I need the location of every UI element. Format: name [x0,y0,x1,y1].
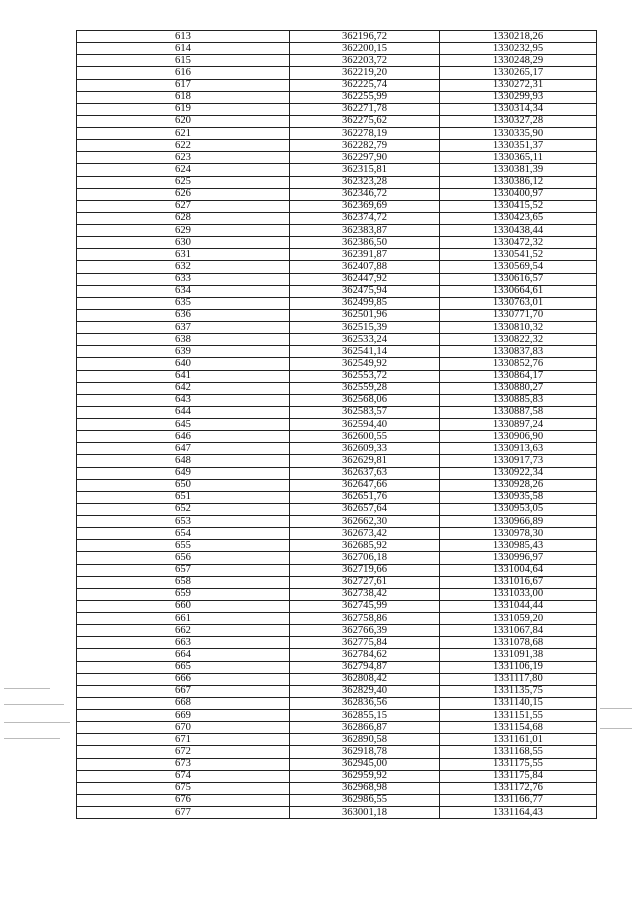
point-number-cell: 641 [77,370,290,382]
y-coordinate-cell: 1330966,89 [440,516,597,528]
x-coordinate-cell: 362794,87 [290,661,440,673]
x-coordinate-cell: 362758,86 [290,613,440,625]
x-coordinate-cell: 362829,40 [290,685,440,697]
x-coordinate-cell: 362391,87 [290,249,440,261]
y-coordinate-cell: 1330922,34 [440,467,597,479]
point-number-cell: 643 [77,394,290,406]
point-number-cell: 629 [77,225,290,237]
point-number-cell: 665 [77,661,290,673]
x-coordinate-cell: 362745,99 [290,600,440,612]
point-number-cell: 650 [77,479,290,491]
point-number-cell: 657 [77,564,290,576]
x-coordinate-cell: 362323,28 [290,176,440,188]
table-row [77,685,597,697]
x-coordinate-cell: 362855,15 [290,710,440,722]
y-coordinate-cell: 1330885,83 [440,394,597,406]
table-row [77,649,597,661]
point-number-cell: 676 [77,794,290,806]
y-coordinate-cell: 1330935,58 [440,491,597,503]
table-row [77,322,597,334]
x-coordinate-cell: 362719,66 [290,564,440,576]
table-row [77,600,597,612]
point-number-cell: 677 [77,807,290,819]
point-number-cell: 662 [77,625,290,637]
point-number-cell: 633 [77,273,290,285]
x-coordinate-cell: 362629,81 [290,455,440,467]
x-coordinate-cell: 362609,33 [290,443,440,455]
y-coordinate-cell: 1331135,75 [440,685,597,697]
table-row [77,588,597,600]
x-coordinate-cell: 362583,57 [290,406,440,418]
point-number-cell: 651 [77,491,290,503]
y-coordinate-cell: 1330299,93 [440,91,597,103]
x-coordinate-cell: 362541,14 [290,346,440,358]
y-coordinate-cell: 1331140,15 [440,697,597,709]
table-row [77,115,597,127]
point-number-cell: 655 [77,540,290,552]
point-number-cell: 635 [77,297,290,309]
x-coordinate-cell: 362383,87 [290,225,440,237]
table-row [77,443,597,455]
table-row [77,431,597,443]
point-number-cell: 647 [77,443,290,455]
scan-artifact-left [4,688,50,689]
y-coordinate-cell: 1330351,37 [440,140,597,152]
y-coordinate-cell: 1330314,34 [440,103,597,115]
table-row [77,552,597,564]
x-coordinate-cell: 362918,78 [290,746,440,758]
table-row [77,67,597,79]
coordinates-table [76,30,597,819]
x-coordinate-cell: 362808,42 [290,673,440,685]
point-number-cell: 613 [77,31,290,43]
y-coordinate-cell: 1330327,28 [440,115,597,127]
y-coordinate-cell: 1331164,43 [440,807,597,819]
y-coordinate-cell: 1331044,44 [440,600,597,612]
y-coordinate-cell: 1331175,55 [440,758,597,770]
table-row [77,309,597,321]
y-coordinate-cell: 1330265,17 [440,67,597,79]
table-row [77,285,597,297]
point-number-cell: 614 [77,43,290,55]
y-coordinate-cell: 1331106,19 [440,661,597,673]
y-coordinate-cell: 1330400,97 [440,188,597,200]
point-number-cell: 631 [77,249,290,261]
y-coordinate-cell: 1331161,01 [440,734,597,746]
y-coordinate-cell: 1331117,80 [440,673,597,685]
table-row [77,540,597,552]
x-coordinate-cell: 362637,63 [290,467,440,479]
x-coordinate-cell: 362647,66 [290,479,440,491]
point-number-cell: 670 [77,722,290,734]
table-row [77,31,597,43]
x-coordinate-cell: 362600,55 [290,431,440,443]
y-coordinate-cell: 1330272,31 [440,79,597,91]
point-number-cell: 659 [77,588,290,600]
point-number-cell: 661 [77,613,290,625]
y-coordinate-cell: 1330985,43 [440,540,597,552]
table-row [77,91,597,103]
table-row [77,673,597,685]
table-row [77,516,597,528]
y-coordinate-cell: 1331175,84 [440,770,597,782]
x-coordinate-cell: 362568,06 [290,394,440,406]
x-coordinate-cell: 362271,78 [290,103,440,115]
y-coordinate-cell: 1330381,39 [440,164,597,176]
y-coordinate-cell: 1331033,00 [440,588,597,600]
table-row [77,637,597,649]
point-number-cell: 658 [77,576,290,588]
y-coordinate-cell: 1330386,12 [440,176,597,188]
x-coordinate-cell: 362297,90 [290,152,440,164]
point-number-cell: 632 [77,261,290,273]
table-row [77,225,597,237]
x-coordinate-cell: 362673,42 [290,528,440,540]
y-coordinate-cell: 1330438,44 [440,225,597,237]
point-number-cell: 638 [77,334,290,346]
point-number-cell: 627 [77,200,290,212]
x-coordinate-cell: 362447,92 [290,273,440,285]
x-coordinate-cell: 362499,85 [290,297,440,309]
table-row [77,79,597,91]
x-coordinate-cell: 362501,96 [290,309,440,321]
x-coordinate-cell: 363001,18 [290,807,440,819]
table-row [77,576,597,588]
x-coordinate-cell: 362766,39 [290,625,440,637]
x-coordinate-cell: 362959,92 [290,770,440,782]
point-number-cell: 620 [77,115,290,127]
x-coordinate-cell: 362533,24 [290,334,440,346]
y-coordinate-cell: 1330763,01 [440,297,597,309]
point-number-cell: 668 [77,697,290,709]
point-number-cell: 616 [77,67,290,79]
table-row [77,346,597,358]
y-coordinate-cell: 1330771,70 [440,309,597,321]
table-row [77,273,597,285]
point-number-cell: 644 [77,406,290,418]
point-number-cell: 619 [77,103,290,115]
x-coordinate-cell: 362651,76 [290,491,440,503]
scan-artifact-left [4,704,64,705]
table-row [77,394,597,406]
y-coordinate-cell: 1330569,54 [440,261,597,273]
table-row [77,528,597,540]
y-coordinate-cell: 1331067,84 [440,625,597,637]
point-number-cell: 617 [77,79,290,91]
y-coordinate-cell: 1330472,32 [440,237,597,249]
y-coordinate-cell: 1330423,65 [440,212,597,224]
y-coordinate-cell: 1330218,26 [440,31,597,43]
x-coordinate-cell: 362278,19 [290,128,440,140]
scan-artifact-right [600,728,632,729]
point-number-cell: 674 [77,770,290,782]
y-coordinate-cell: 1330906,90 [440,431,597,443]
y-coordinate-cell: 1331168,55 [440,746,597,758]
point-number-cell: 637 [77,322,290,334]
x-coordinate-cell: 362866,87 [290,722,440,734]
x-coordinate-cell: 362315,81 [290,164,440,176]
table-row [77,200,597,212]
point-number-cell: 671 [77,734,290,746]
y-coordinate-cell: 1330978,30 [440,528,597,540]
y-coordinate-cell: 1331091,38 [440,649,597,661]
point-number-cell: 623 [77,152,290,164]
point-number-cell: 634 [77,285,290,297]
table-row [77,164,597,176]
y-coordinate-cell: 1331151,55 [440,710,597,722]
y-coordinate-cell: 1331078,68 [440,637,597,649]
point-number-cell: 660 [77,600,290,612]
table-row [77,140,597,152]
table-row [77,491,597,503]
x-coordinate-cell: 362369,69 [290,200,440,212]
x-coordinate-cell: 362475,94 [290,285,440,297]
table-row [77,734,597,746]
y-coordinate-cell: 1330335,90 [440,128,597,140]
table-row [77,261,597,273]
point-number-cell: 654 [77,528,290,540]
point-number-cell: 622 [77,140,290,152]
x-coordinate-cell: 362657,64 [290,503,440,515]
x-coordinate-cell: 362255,99 [290,91,440,103]
y-coordinate-cell: 1330887,58 [440,406,597,418]
point-number-cell: 669 [77,710,290,722]
point-number-cell: 636 [77,309,290,321]
y-coordinate-cell: 1330864,17 [440,370,597,382]
x-coordinate-cell: 362662,30 [290,516,440,528]
y-coordinate-cell: 1331154,68 [440,722,597,734]
point-number-cell: 648 [77,455,290,467]
table-row [77,334,597,346]
y-coordinate-cell: 1330810,32 [440,322,597,334]
point-number-cell: 626 [77,188,290,200]
point-number-cell: 639 [77,346,290,358]
point-number-cell: 664 [77,649,290,661]
y-coordinate-cell: 1330822,32 [440,334,597,346]
table-row [77,625,597,637]
point-number-cell: 640 [77,358,290,370]
point-number-cell: 624 [77,164,290,176]
y-coordinate-cell: 1330664,61 [440,285,597,297]
x-coordinate-cell: 362386,50 [290,237,440,249]
x-coordinate-cell: 362706,18 [290,552,440,564]
table-row [77,55,597,67]
point-number-cell: 656 [77,552,290,564]
x-coordinate-cell: 362225,74 [290,79,440,91]
x-coordinate-cell: 362727,61 [290,576,440,588]
scan-artifact-left [4,738,60,739]
point-number-cell: 615 [77,55,290,67]
point-number-cell: 649 [77,467,290,479]
table-row [77,297,597,309]
x-coordinate-cell: 362968,98 [290,782,440,794]
table-row [77,564,597,576]
x-coordinate-cell: 362203,72 [290,55,440,67]
x-coordinate-cell: 362196,72 [290,31,440,43]
x-coordinate-cell: 362549,92 [290,358,440,370]
table-row [77,249,597,261]
point-number-cell: 621 [77,128,290,140]
table-row [77,237,597,249]
y-coordinate-cell: 1330928,26 [440,479,597,491]
point-number-cell: 630 [77,237,290,249]
coordinates-table-body [77,31,597,819]
x-coordinate-cell: 362374,72 [290,212,440,224]
y-coordinate-cell: 1331059,20 [440,613,597,625]
y-coordinate-cell: 1331016,67 [440,576,597,588]
y-coordinate-cell: 1330852,76 [440,358,597,370]
x-coordinate-cell: 362986,55 [290,794,440,806]
point-number-cell: 652 [77,503,290,515]
table-row [77,188,597,200]
scan-artifact-right [600,708,632,709]
point-number-cell: 625 [77,176,290,188]
y-coordinate-cell: 1330913,63 [440,443,597,455]
y-coordinate-cell: 1331004,64 [440,564,597,576]
point-number-cell: 618 [77,91,290,103]
scan-artifact-left [4,722,70,723]
table-row [77,382,597,394]
x-coordinate-cell: 362200,15 [290,43,440,55]
table-row [77,794,597,806]
y-coordinate-cell: 1330541,52 [440,249,597,261]
point-number-cell: 675 [77,782,290,794]
table-row [77,722,597,734]
y-coordinate-cell: 1330996,97 [440,552,597,564]
y-coordinate-cell: 1330415,52 [440,200,597,212]
table-row [77,782,597,794]
table-row [77,43,597,55]
point-number-cell: 673 [77,758,290,770]
point-number-cell: 653 [77,516,290,528]
y-coordinate-cell: 1331166,77 [440,794,597,806]
table-row [77,103,597,115]
table-row [77,212,597,224]
point-number-cell: 642 [77,382,290,394]
y-coordinate-cell: 1330953,05 [440,503,597,515]
table-row [77,370,597,382]
point-number-cell: 666 [77,673,290,685]
y-coordinate-cell: 1331172,76 [440,782,597,794]
x-coordinate-cell: 362784,62 [290,649,440,661]
table-row [77,770,597,782]
point-number-cell: 628 [77,212,290,224]
x-coordinate-cell: 362594,40 [290,419,440,431]
x-coordinate-cell: 362685,92 [290,540,440,552]
y-coordinate-cell: 1330232,95 [440,43,597,55]
x-coordinate-cell: 362553,72 [290,370,440,382]
table-row [77,746,597,758]
table-row [77,503,597,515]
point-number-cell: 645 [77,419,290,431]
point-number-cell: 663 [77,637,290,649]
table-row [77,613,597,625]
table-row [77,661,597,673]
y-coordinate-cell: 1330365,11 [440,152,597,164]
y-coordinate-cell: 1330837,83 [440,346,597,358]
y-coordinate-cell: 1330880,27 [440,382,597,394]
x-coordinate-cell: 362407,88 [290,261,440,273]
x-coordinate-cell: 362559,28 [290,382,440,394]
x-coordinate-cell: 362515,39 [290,322,440,334]
point-number-cell: 646 [77,431,290,443]
table-row [77,419,597,431]
y-coordinate-cell: 1330917,73 [440,455,597,467]
x-coordinate-cell: 362738,42 [290,588,440,600]
table-row [77,406,597,418]
point-number-cell: 672 [77,746,290,758]
x-coordinate-cell: 362346,72 [290,188,440,200]
table-row [77,697,597,709]
table-row [77,758,597,770]
table-row [77,467,597,479]
y-coordinate-cell: 1330616,57 [440,273,597,285]
x-coordinate-cell: 362219,20 [290,67,440,79]
y-coordinate-cell: 1330248,29 [440,55,597,67]
table-row [77,479,597,491]
table-row [77,128,597,140]
table-row [77,358,597,370]
x-coordinate-cell: 362775,84 [290,637,440,649]
x-coordinate-cell: 362890,58 [290,734,440,746]
table-row [77,455,597,467]
x-coordinate-cell: 362282,79 [290,140,440,152]
table-row [77,152,597,164]
x-coordinate-cell: 362945,00 [290,758,440,770]
table-row [77,176,597,188]
x-coordinate-cell: 362836,56 [290,697,440,709]
point-number-cell: 667 [77,685,290,697]
x-coordinate-cell: 362275,62 [290,115,440,127]
table-row [77,807,597,819]
y-coordinate-cell: 1330897,24 [440,419,597,431]
table-row [77,710,597,722]
